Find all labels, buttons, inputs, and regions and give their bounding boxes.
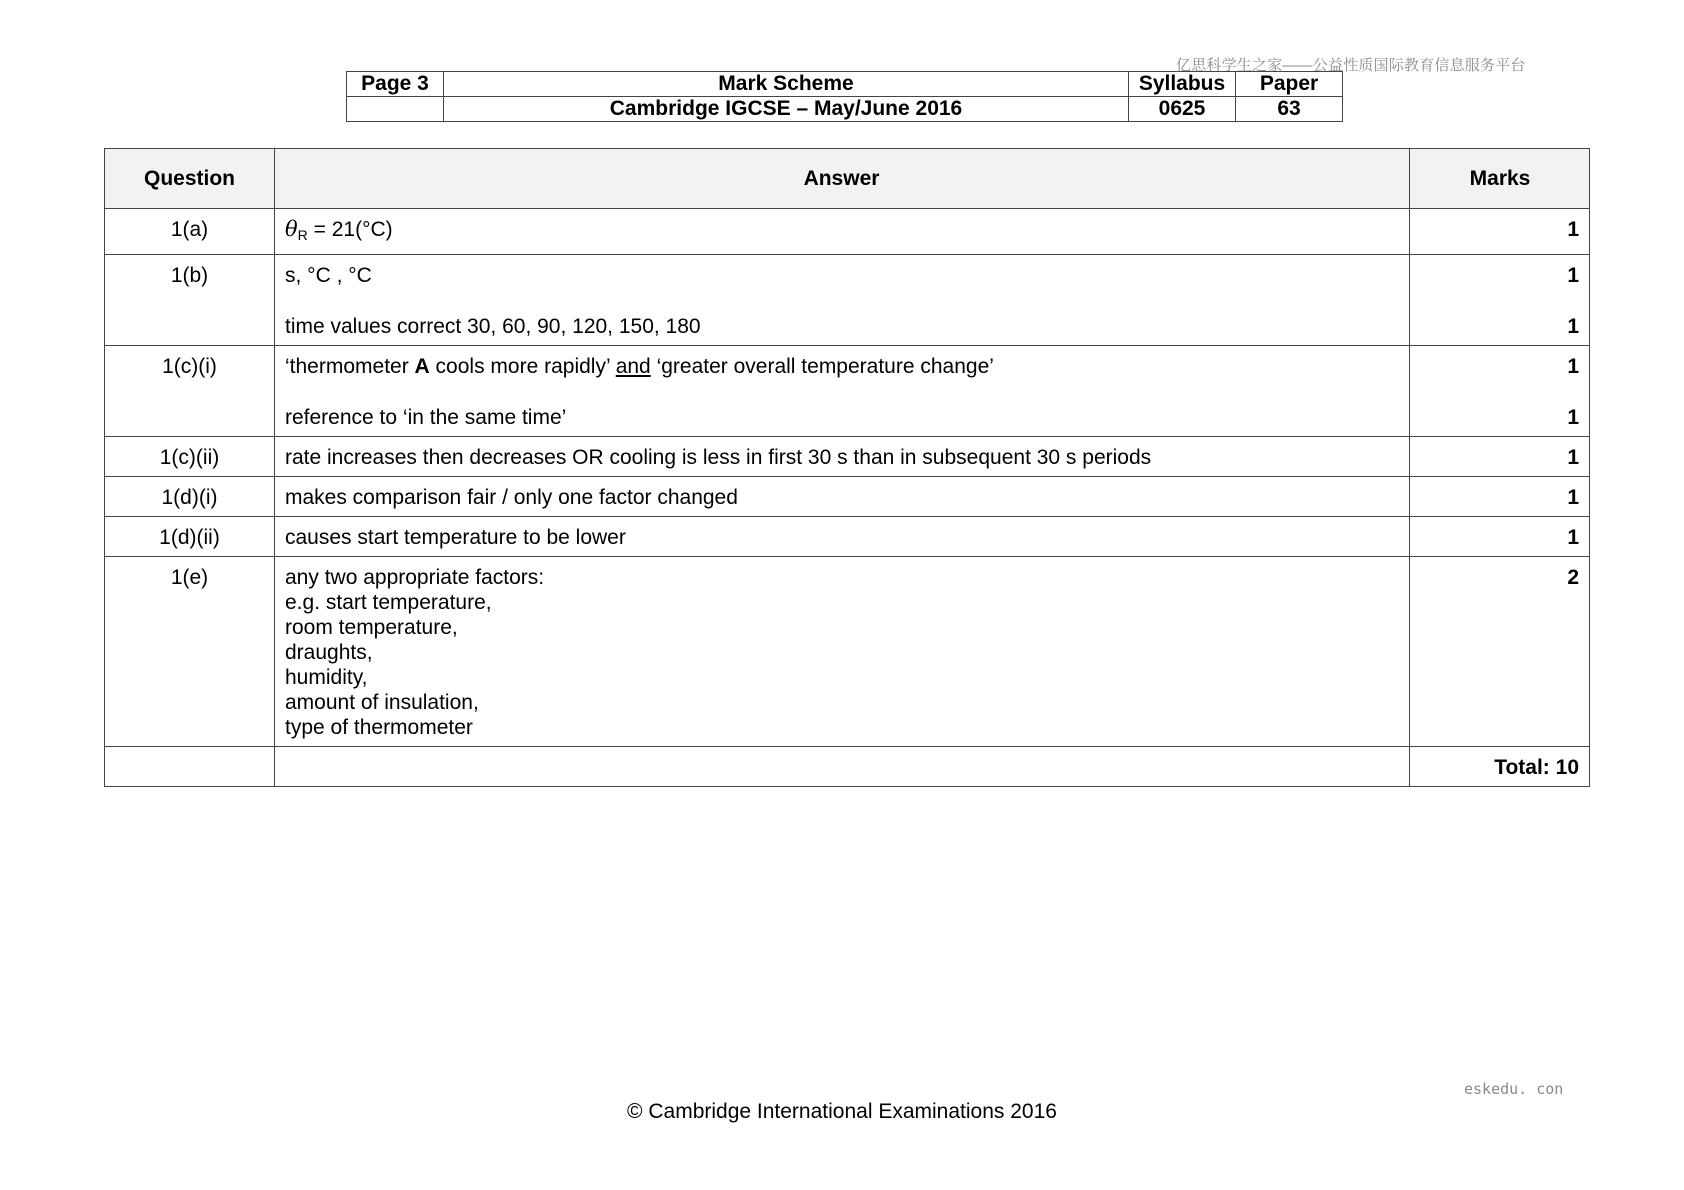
marks-value: 1 [1567,315,1579,338]
answer-line: ‘thermometer A cools more rapidly’ and ‘greater overall temperature change’ [285,355,994,378]
marks-cell: 1 [1410,517,1590,557]
syllabus-code: 0625 [1129,97,1236,122]
paper-number: 63 [1236,97,1343,122]
underlined-and: and [615,355,651,378]
answer-cell: rate increases then decreases OR cooling is less in first 30 s than in subsequent 30 s periods [275,437,1410,477]
question-cell: 1(c)(i) [105,346,275,437]
answer-cell [275,346,1410,437]
marks-value: 1 [1567,355,1579,378]
question-cell: 1(b) [105,255,275,346]
marks-cell [1410,255,1590,346]
page-number: Page 3 [347,72,444,97]
question-cell: 1(a) [105,209,275,255]
marks-value: 1 [1567,406,1579,429]
marks-header: Marks [1410,149,1590,209]
theta-symbol: θ [285,217,298,241]
answer-line: humidity, [285,666,368,689]
table-row [105,477,1590,517]
marks-cell: 1 [1410,477,1590,517]
marks-cell [1410,346,1590,437]
question-cell: 1(d)(ii) [105,517,275,557]
answer-line: e.g. start temperature, [285,591,492,614]
question-cell: 1(e) [105,557,275,747]
answer-line: room temperature, [285,616,458,639]
marks-value: 1 [1567,264,1579,287]
answer-cell [275,557,1410,747]
answer-line: time values correct 30, 60, 90, 120, 150, 180 [285,315,701,338]
answer-line: draughts, [285,641,373,664]
question-cell: 1(c)(ii) [105,437,275,477]
answer-line: reference to ‘in the same time’ [285,406,567,429]
answer-line: amount of insulation, [285,691,479,714]
page-header-table [346,71,1343,122]
marks-cell: 1 [1410,437,1590,477]
total-marks: Total: 10 [1410,747,1590,787]
table-row [105,517,1590,557]
exam-title: Cambridge IGCSE – May/June 2016 [444,97,1129,122]
answer-cell: causes start temperature to be lower [275,517,1410,557]
answer-header: Answer [275,149,1410,209]
table-header-row [105,149,1590,209]
empty-cell [347,97,444,122]
total-row [105,747,1590,787]
mark-scheme-table [104,148,1590,787]
answer-cell: makes comparison fair / only one factor changed [275,477,1410,517]
table-row [105,255,1590,346]
syllabus-label: Syllabus [1129,72,1236,97]
answer-cell [275,255,1410,346]
watermark-top: 亿思科学生之家——公益性质国际教育信息服务平台 [1176,57,1526,74]
question-cell: 1(d)(i) [105,477,275,517]
answer-text: = 21(°C) [307,218,393,241]
paper-label: Paper [1236,72,1343,97]
thermometer-label: A [414,355,430,378]
answer-line: s, °C , °C [285,264,372,287]
empty-cell [275,747,1410,787]
marks-cell: 1 [1410,209,1590,255]
table-row [105,346,1590,437]
question-header: Question [105,149,275,209]
watermark-bottom: eskedu. con [1464,1080,1564,1098]
theta-subscript: R [297,227,308,243]
answer-cell [275,209,1410,255]
mark-scheme-title: Mark Scheme [444,72,1129,97]
answer-line: any two appropriate factors: [285,566,545,589]
marks-cell: 2 [1410,557,1590,747]
copyright-footer: © Cambridge International Examinations 2016 [627,1100,1057,1123]
table-row [105,557,1590,747]
answer-line: type of thermometer [285,716,473,739]
empty-cell [105,747,275,787]
table-row [105,437,1590,477]
table-row [105,209,1590,255]
